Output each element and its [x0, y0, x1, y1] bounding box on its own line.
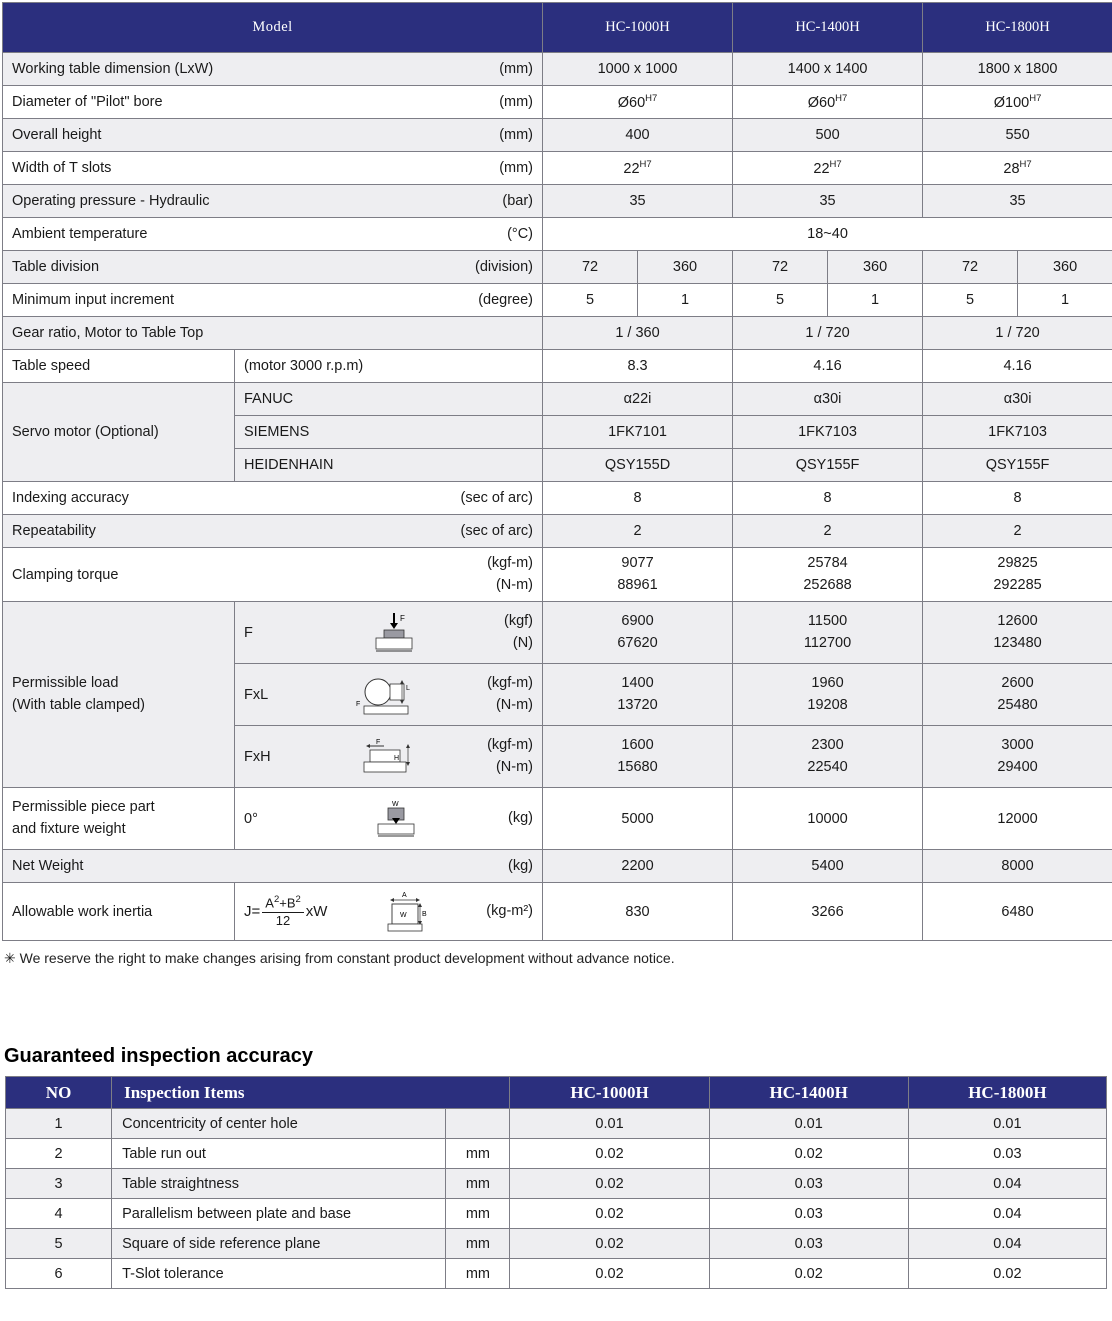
row-label-gear-ratio — [3, 317, 543, 350]
row-label-servo-motor: Servo motor (Optional) — [3, 383, 235, 482]
svg-text:F: F — [375, 738, 380, 746]
table-row — [6, 1109, 1107, 1139]
table-row — [3, 788, 1112, 850]
value-line-1: 25784 — [807, 555, 848, 572]
value-cell — [543, 152, 733, 185]
piece-part-cell — [235, 788, 543, 850]
permissible-load-item-fxl — [235, 664, 543, 726]
value-line-2: 13720 — [617, 696, 658, 713]
label-text: Operating pressure - Hydraulic — [12, 193, 210, 209]
table-row — [6, 1199, 1107, 1229]
unit-line-2: (N) — [512, 634, 534, 651]
value-cell: 6480 — [923, 883, 1112, 941]
value-cell — [733, 664, 923, 726]
label-text: Clamping torque — [12, 566, 119, 583]
inertia-formula — [244, 895, 327, 928]
value-cell — [543, 548, 733, 602]
load-fxh-diagram — [288, 734, 483, 780]
formula-rhs: xW — [305, 902, 328, 920]
unit-line-2: (N-m) — [495, 576, 534, 593]
inspection-unit: mm — [446, 1169, 510, 1199]
svg-text:W: W — [392, 800, 399, 808]
label-text: Ambient temperature — [12, 226, 148, 242]
servo-brand-heidenhain: HEIDENHAIN — [235, 449, 543, 482]
header-hc-1400h: HC-1400H — [709, 1077, 908, 1109]
inspection-unit: mm — [446, 1229, 510, 1259]
value-line-1: 2300 — [811, 737, 844, 754]
row-label-permissible-load — [3, 602, 235, 788]
inspection-item: Parallelism between plate and base — [112, 1199, 446, 1229]
value-line-2: 67620 — [617, 634, 658, 651]
value-cell: 500 — [733, 119, 923, 152]
row-label-clamping-torque — [3, 548, 543, 602]
formula-lhs: J= — [244, 902, 261, 920]
table-row — [3, 602, 1112, 664]
table-row — [3, 284, 1112, 317]
value-cell: 1800 x 1800 — [923, 53, 1112, 86]
header-no: NO — [6, 1077, 112, 1109]
value-cell: 0.04 — [908, 1229, 1106, 1259]
svg-text:F: F — [355, 700, 360, 708]
table-row — [6, 1259, 1107, 1289]
value-cell: 0.02 — [510, 1259, 709, 1289]
value-line-2: 19208 — [807, 696, 848, 713]
table-row — [3, 119, 1112, 152]
row-label-working-table-dimension — [3, 53, 543, 86]
value-cell — [543, 86, 733, 119]
value-cell: 1FK7103 — [733, 416, 923, 449]
value-cell: α30i — [923, 383, 1112, 416]
svg-text:B: B — [421, 910, 427, 918]
unit-text: (mm) — [499, 94, 534, 110]
value-sup: H7 — [1029, 93, 1042, 105]
load-name: F — [244, 624, 253, 641]
value-cell: 1 / 720 — [733, 317, 923, 350]
unit-text: (kg-m²) — [486, 902, 534, 919]
value-cell: 0.02 — [510, 1199, 709, 1229]
header-model: Model — [3, 3, 543, 53]
value-cell — [923, 86, 1112, 119]
value-line-1: 9077 — [621, 555, 654, 572]
unit-text: (kg) — [508, 809, 534, 826]
value-sup: H7 — [829, 159, 842, 171]
value-cell: 8.3 — [543, 350, 733, 383]
label-text: Width of T slots — [12, 160, 112, 176]
value-cell: 1FK7103 — [923, 416, 1112, 449]
unit-text: (degree) — [478, 292, 534, 308]
value-cell — [923, 602, 1112, 664]
value-cell: 8000 — [923, 850, 1112, 883]
row-label-table-speed: Table speed — [3, 350, 235, 383]
servo-brand-fanuc: FANUC — [235, 383, 543, 416]
inertia-diagram — [331, 889, 482, 935]
unit-text — [487, 735, 533, 777]
value-cell: 360 — [638, 251, 733, 284]
value-cell: 1 / 720 — [923, 317, 1112, 350]
value-line-1: 1400 — [621, 675, 654, 692]
value-cell: 1 / 360 — [543, 317, 733, 350]
unit-text — [504, 611, 533, 653]
value-cell: 2200 — [543, 850, 733, 883]
value-sup: H7 — [835, 93, 848, 105]
value-cell: 550 — [923, 119, 1112, 152]
load-name: FxH — [244, 748, 271, 765]
inspection-item: Table straightness — [112, 1169, 446, 1199]
value-line-2: 88961 — [617, 576, 658, 593]
label-text: Overall height — [12, 127, 102, 143]
unit-text — [487, 553, 533, 595]
unit-line-1: (kgf) — [504, 613, 534, 630]
label-line-2: and fixture weight — [12, 820, 126, 837]
load-name: FxL — [244, 686, 269, 703]
unit-text — [487, 673, 533, 715]
value-text: 22 — [813, 160, 830, 177]
label-text: Indexing accuracy — [12, 490, 129, 506]
svg-text:A: A — [401, 891, 407, 899]
label-line-1: Permissible piece part — [12, 799, 155, 816]
value-cell: 1000 x 1000 — [543, 53, 733, 86]
inspection-item: Concentricity of center hole — [112, 1109, 446, 1139]
value-cell: 5400 — [733, 850, 923, 883]
value-cell: 0.04 — [908, 1199, 1106, 1229]
value-cell: 0.02 — [510, 1139, 709, 1169]
table-row — [3, 53, 1112, 86]
value-line-2: 252688 — [803, 576, 852, 593]
svg-text:F: F — [400, 613, 405, 623]
value-cell: 8 — [923, 482, 1112, 515]
table-row — [3, 482, 1112, 515]
header-hc-1800h: HC-1800H — [923, 3, 1112, 53]
svg-text:W: W — [399, 911, 407, 919]
row-number: 1 — [6, 1109, 112, 1139]
table-row — [3, 317, 1112, 350]
unit-text: (sec of arc) — [460, 523, 534, 539]
inspection-item: Square of side reference plane — [112, 1229, 446, 1259]
label-text: Table division — [12, 259, 100, 275]
value-line-1: 3000 — [1001, 737, 1034, 754]
value-cell: 0.01 — [510, 1109, 709, 1139]
unit-text: (sec of arc) — [460, 490, 534, 506]
table-row — [3, 548, 1112, 602]
row-sublabel-motor-rpm: (motor 3000 r.p.m) — [235, 350, 543, 383]
value-cell: 10000 — [733, 788, 923, 850]
row-number: 6 — [6, 1259, 112, 1289]
row-number: 4 — [6, 1199, 112, 1229]
value-cell: 2 — [923, 515, 1112, 548]
table-row — [3, 218, 1112, 251]
value-cell — [733, 548, 923, 602]
row-label-ambient-temperature — [3, 218, 543, 251]
value-text: 28 — [1003, 160, 1020, 177]
label-text: Repeatability — [12, 523, 96, 539]
unit-line-1: (kgf-m) — [487, 555, 534, 572]
footnote-text: We reserve the right to make changes arising from constant product development without advance notice. — [19, 950, 675, 966]
value-cell: QSY155D — [543, 449, 733, 482]
permissible-load-item-f — [235, 602, 543, 664]
value-cell — [733, 152, 923, 185]
inspection-item: T-Slot tolerance — [112, 1259, 446, 1289]
value-cell: 1400 x 1400 — [733, 53, 923, 86]
value-cell: 5 — [543, 284, 638, 317]
label-text: Gear ratio, Motor to Table Top — [12, 325, 204, 341]
unit-text: (mm) — [499, 160, 534, 176]
value-cell — [733, 602, 923, 664]
value-cell: 8 — [733, 482, 923, 515]
value-cell: 0.02 — [510, 1229, 709, 1259]
table-row — [6, 1229, 1107, 1259]
value-line-1: 1600 — [621, 737, 654, 754]
servo-brand-siemens: SIEMENS — [235, 416, 543, 449]
formula-denominator: 12 — [275, 912, 291, 928]
value-cell — [923, 726, 1112, 788]
label-text: Minimum input increment — [12, 292, 174, 308]
value-cell: 0.02 — [908, 1259, 1106, 1289]
value-cell: QSY155F — [923, 449, 1112, 482]
permissible-load-item-fxh — [235, 726, 543, 788]
unit-line-1: (kgf-m) — [487, 737, 534, 754]
table-row — [3, 850, 1112, 883]
unit-line-2: (N-m) — [495, 696, 534, 713]
header-hc-1000h: HC-1000H — [543, 3, 733, 53]
value-cell: 4.16 — [733, 350, 923, 383]
value-cell: QSY155F — [733, 449, 923, 482]
row-label-net-weight — [3, 850, 543, 883]
value-cell: 35 — [543, 185, 733, 218]
value-sup: H7 — [645, 93, 658, 105]
value-cell: 0.03 — [908, 1139, 1106, 1169]
row-label-allowable-work-inertia: Allowable work inertia — [3, 883, 235, 941]
value-line-2: 25480 — [997, 696, 1038, 713]
value-cell: 0.03 — [709, 1199, 908, 1229]
value-cell — [543, 602, 733, 664]
value-cell: 72 — [543, 251, 638, 284]
label-line-2: (With table clamped) — [12, 696, 145, 713]
value-cell: 35 — [923, 185, 1112, 218]
value-cell: 35 — [733, 185, 923, 218]
svg-text:H: H — [393, 754, 399, 762]
table-row — [3, 350, 1112, 383]
value-line-2: 15680 — [617, 758, 658, 775]
value-cell — [923, 664, 1112, 726]
unit-text: (division) — [475, 259, 534, 275]
row-number: 2 — [6, 1139, 112, 1169]
unit-line-1: (kgf-m) — [487, 675, 534, 692]
value-cell: 12000 — [923, 788, 1112, 850]
value-cell: 360 — [828, 251, 923, 284]
value-line-2: 22540 — [807, 758, 848, 775]
table-row — [6, 1169, 1107, 1199]
unit-line-2: (N-m) — [495, 758, 534, 775]
row-label-t-slot-width — [3, 152, 543, 185]
row-label-operating-pressure — [3, 185, 543, 218]
unit-text: (°C) — [507, 226, 534, 242]
value-sup: H7 — [1019, 159, 1032, 171]
value-line-1: 1960 — [811, 675, 844, 692]
header-inspection-items: Inspection Items — [112, 1077, 510, 1109]
value-cell: 1 — [1018, 284, 1112, 317]
value-sup: H7 — [639, 159, 652, 171]
row-label-overall-height — [3, 119, 543, 152]
value-cell: 0.03 — [709, 1229, 908, 1259]
table-row — [3, 515, 1112, 548]
value-line-2: 29400 — [997, 758, 1038, 775]
row-label-piece-part-weight — [3, 788, 235, 850]
inspection-accuracy-table — [5, 1076, 1107, 1289]
value-cell: 1 — [638, 284, 733, 317]
specification-table — [2, 2, 1112, 941]
value-cell: 0.01 — [908, 1109, 1106, 1139]
value-line-1: 11500 — [807, 613, 848, 630]
load-f-diagram — [288, 611, 500, 655]
inspection-unit: mm — [446, 1139, 510, 1169]
row-label-indexing-accuracy — [3, 482, 543, 515]
formula-numerator: $A^2+B^2$ — [262, 895, 304, 913]
header-hc-1000h: HC-1000H — [510, 1077, 709, 1109]
value-cell: 5 — [923, 284, 1018, 317]
label-line-1: Permissible load — [12, 675, 119, 692]
header-hc-1800h: HC-1800H — [908, 1077, 1106, 1109]
value-cell — [733, 726, 923, 788]
inspection-item: Table run out — [112, 1139, 446, 1169]
value-line-1: 12600 — [997, 613, 1038, 630]
table-row — [3, 86, 1112, 119]
row-number: 3 — [6, 1169, 112, 1199]
value-cell — [733, 86, 923, 119]
row-label-minimum-input-increment — [3, 284, 543, 317]
table-row — [3, 251, 1112, 284]
value-cell: 2 — [733, 515, 923, 548]
formula-fraction — [262, 895, 304, 928]
table-row — [3, 383, 1112, 416]
value-cell: 72 — [733, 251, 828, 284]
header-hc-1400h: HC-1400H — [733, 3, 923, 53]
table-header-row — [3, 3, 1112, 53]
angle-label: 0° — [244, 810, 258, 827]
unit-text: (mm) — [499, 127, 534, 143]
svg-text:L: L — [405, 684, 410, 692]
value-line-2: 292285 — [993, 576, 1042, 593]
inspection-unit: mm — [446, 1199, 510, 1229]
value-cell: 0.01 — [709, 1109, 908, 1139]
value-cell: 4.16 — [923, 350, 1112, 383]
value-line-1: 29825 — [997, 555, 1038, 572]
row-number: 5 — [6, 1229, 112, 1259]
asterisk-icon: ✳ — [4, 950, 16, 966]
value-cell: 0.03 — [709, 1169, 908, 1199]
value-cell — [923, 548, 1112, 602]
value-text: Ø60 — [807, 94, 836, 111]
value-cell: α22i — [543, 383, 733, 416]
value-cell: 0.02 — [709, 1259, 908, 1289]
table-row — [3, 185, 1112, 218]
unit-text: (bar) — [502, 193, 534, 209]
value-cell-span: 18~40 — [543, 218, 1112, 251]
label-text: Working table dimension (LxW) — [12, 61, 214, 77]
table-row — [3, 152, 1112, 185]
value-line-2: 123480 — [993, 634, 1042, 651]
unit-text: (kg) — [508, 858, 534, 874]
value-text: Ø100 — [993, 94, 1030, 111]
row-label-pilot-bore — [3, 86, 543, 119]
value-cell: α30i — [733, 383, 923, 416]
value-cell: 1 — [828, 284, 923, 317]
value-cell: 0.04 — [908, 1169, 1106, 1199]
inspection-unit — [446, 1109, 510, 1139]
value-text: 22 — [623, 160, 640, 177]
value-cell: 0.02 — [709, 1139, 908, 1169]
value-cell: 72 — [923, 251, 1018, 284]
value-cell: 3266 — [733, 883, 923, 941]
label-text: Net Weight — [12, 858, 84, 874]
load-fxl-diagram — [288, 672, 483, 718]
inspection-unit: mm — [446, 1259, 510, 1289]
value-cell: 5 — [733, 284, 828, 317]
row-label-repeatability — [3, 515, 543, 548]
footnote — [4, 950, 1112, 967]
value-line-1: 2600 — [1001, 675, 1034, 692]
value-cell — [923, 152, 1112, 185]
value-cell: 2 — [543, 515, 733, 548]
value-cell: 830 — [543, 883, 733, 941]
table-row — [3, 883, 1112, 941]
value-cell — [543, 664, 733, 726]
unit-text: (mm) — [499, 61, 534, 77]
value-cell: 400 — [543, 119, 733, 152]
value-line-1: 6900 — [621, 613, 654, 630]
table-row — [6, 1139, 1107, 1169]
value-cell: 360 — [1018, 251, 1112, 284]
value-cell: 8 — [543, 482, 733, 515]
value-cell: 5000 — [543, 788, 733, 850]
label-text: Diameter of "Pilot" bore — [12, 94, 163, 110]
value-line-2: 112700 — [803, 634, 852, 651]
section-title-inspection-accuracy: Guaranteed inspection accuracy — [4, 1045, 314, 1067]
piece-weight-diagram — [288, 797, 504, 841]
value-cell — [543, 726, 733, 788]
inspection-header-row — [6, 1077, 1107, 1109]
value-cell: 1FK7101 — [543, 416, 733, 449]
inertia-formula-cell — [235, 883, 543, 941]
value-cell: 0.02 — [510, 1169, 709, 1199]
value-text: Ø60 — [617, 94, 646, 111]
row-label-table-division — [3, 251, 543, 284]
